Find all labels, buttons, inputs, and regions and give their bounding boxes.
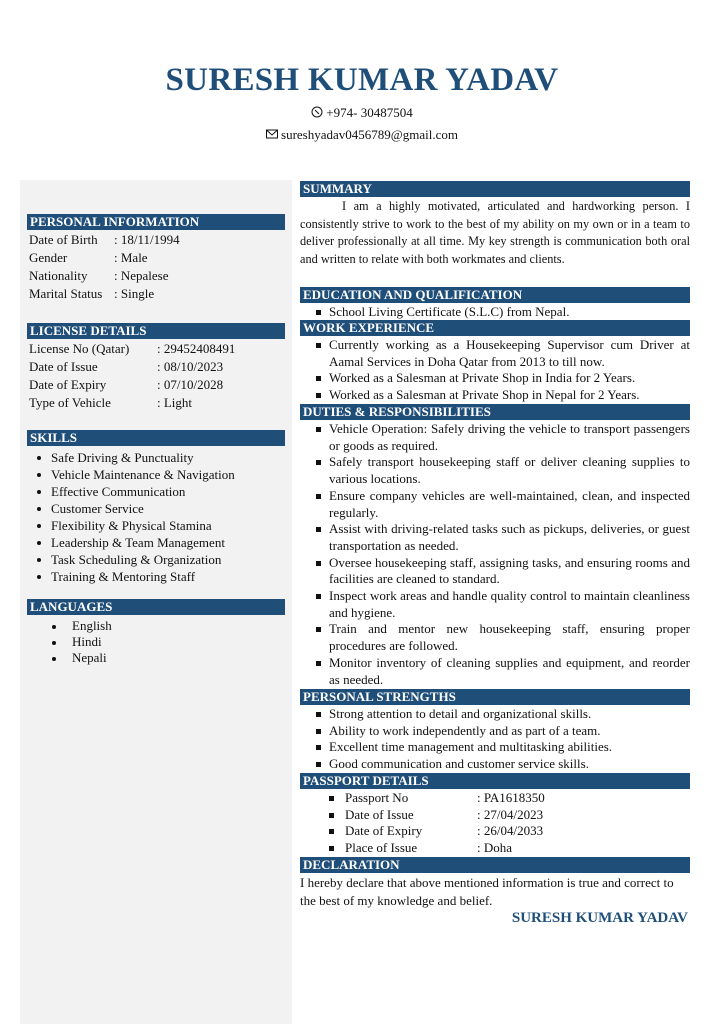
list-item: Safe Driving & Punctuality [27,449,285,466]
list-item: Vehicle Maintenance & Navigation [27,466,285,483]
list-item: Inspect work areas and handle quality control to maintain cleanliness and hygiene. [300,588,690,621]
info-row [27,249,285,267]
phone-number: +974- 30487504 [326,105,413,120]
list-item: Task Scheduling & Organization [27,551,285,568]
passport-row [300,823,690,840]
work-section [300,320,690,404]
skills-section [27,430,285,585]
info-row [27,376,285,394]
envelope-icon [266,128,278,140]
info-label: Type of Vehicle [29,395,111,410]
list-item: Training & Mentoring Staff [27,568,285,585]
info-label: License No (Qatar) [29,341,130,356]
education-section [300,287,690,321]
signature-name: SURESH KUMAR YADAV [511,910,688,926]
list-item: Nepali [27,650,285,666]
section-title: EDUCATION AND QUALIFICATION [300,287,690,303]
list-item: Leadership & Team Management [27,534,285,551]
passport-label: Passport No [345,790,409,805]
phone-icon [311,106,323,118]
section-title: LICENSE DETAILS [27,323,285,339]
info-value: : Nepalese [114,268,169,283]
info-value: : Male [114,250,148,265]
list-item: Oversee housekeeping staff, assigning tasks, and ensuring rooms and facilities are cleaned to standard. [300,555,690,588]
section-title: WORK EXPERIENCE [300,320,690,336]
list-item: Flexibility & Physical Stamina [27,517,285,534]
info-row [27,358,285,376]
list-item: Currently working as a Housekeeping Supervisor cum Driver at Aamal Services in Doha Qatar from 2013 to till now. [300,337,690,370]
passport-row [300,840,690,857]
phone-line [0,105,724,121]
passport-section [300,773,690,857]
list-item: Customer Service [27,500,285,517]
info-label: Marital Status [29,286,103,301]
info-row [27,231,285,249]
list-item: Train and mentor new housekeeping staff, ensuring proper procedures are followed. [300,621,690,654]
info-value: : 08/10/2023 [157,359,224,374]
list-item: Vehicle Operation: Safely driving the vehicle to transport passengers or goods as required. [300,421,690,454]
info-label: Nationality [29,268,88,283]
list-item: English [27,618,285,634]
info-row [27,340,285,358]
info-label: Date of Expiry [29,377,107,392]
passport-row [300,807,690,824]
languages-section [27,599,285,666]
list-item: Excellent time management and multitasking abilities. [300,739,690,756]
declaration-section [300,857,690,927]
passport-label: Date of Issue [345,806,414,822]
info-value: : 07/10/2028 [157,377,224,392]
strengths-section [300,689,690,773]
info-label: Date of Birth [29,232,98,247]
section-title: DUTIES & RESPONSIBILITIES [300,404,690,420]
section-title: SKILLS [27,430,285,446]
list-item: School Living Certificate (S.L.C) from Nepal. [300,304,690,321]
info-row [27,285,285,303]
email-address: sureshyadav0456789@gmail.com [281,127,458,142]
info-row [27,267,285,285]
email-line [0,127,724,143]
info-row [27,394,285,412]
declaration-text: I hereby declare that above mentioned information is true and correct to the best of my knowledge and belief. [300,875,674,908]
list-item: Worked as a Salesman at Private Shop in Nepal for 2 Years. [300,387,690,404]
info-value: : 29452408491 [157,341,236,356]
section-title: LANGUAGES [27,599,285,615]
duties-section [300,404,690,688]
section-title: PERSONAL STRENGTHS [300,689,690,705]
list-item: Assist with driving-related tasks such as pickups, deliveries, or guest transportation as needed. [300,521,690,554]
info-label: Date of Issue [29,359,98,374]
passport-value: : 27/04/2023 [477,806,544,822]
passport-label: Place of Issue [345,840,418,856]
passport-row [300,790,690,807]
license-section [27,323,285,412]
section-title: PERSONAL INFORMATION [27,214,285,230]
passport-value: : PA1618350 [477,790,545,805]
list-item: Safely transport housekeeping staff or deliver cleaning supplies to various locations. [300,454,690,487]
info-value: : Single [114,286,155,301]
section-title: SUMMARY [300,181,690,197]
list-item: Effective Communication [27,483,285,500]
section-title: PASSPORT DETAILS [300,773,690,789]
list-item: Ability to work independently and as part of a team. [300,723,690,740]
list-item: Ensure company vehicles are well-maintained, clean, and inspected regularly. [300,488,690,521]
list-item: Worked as a Salesman at Private Shop in India for 2 Years. [300,370,690,387]
info-value: : Light [157,395,193,410]
summary-text: I am a highly motivated, articulated and hardworking person. I consistently strive to work to the best of my ability on my own or in a team to deliver professionally at all time. My key strength is communication both oral and written to relate with both workmates and clients. [300,199,690,267]
summary-section [300,181,690,269]
list-item: Monitor inventory of cleaning supplies and equipment, and reorder as needed. [300,655,690,688]
passport-value: : Doha [477,840,513,856]
list-item: Good communication and customer service skills. [300,756,690,773]
info-value: : 18/11/1994 [114,232,180,247]
info-label: Gender [29,250,68,265]
candidate-name: SURESH KUMAR YADAV [165,62,559,98]
personal-info-section [27,214,285,303]
passport-label: Date of Expiry [345,823,423,839]
list-item: Hindi [27,634,285,650]
passport-value: : 26/04/2033 [477,823,544,839]
section-title: DECLARATION [300,857,690,873]
list-item: Strong attention to detail and organizational skills. [300,706,690,723]
